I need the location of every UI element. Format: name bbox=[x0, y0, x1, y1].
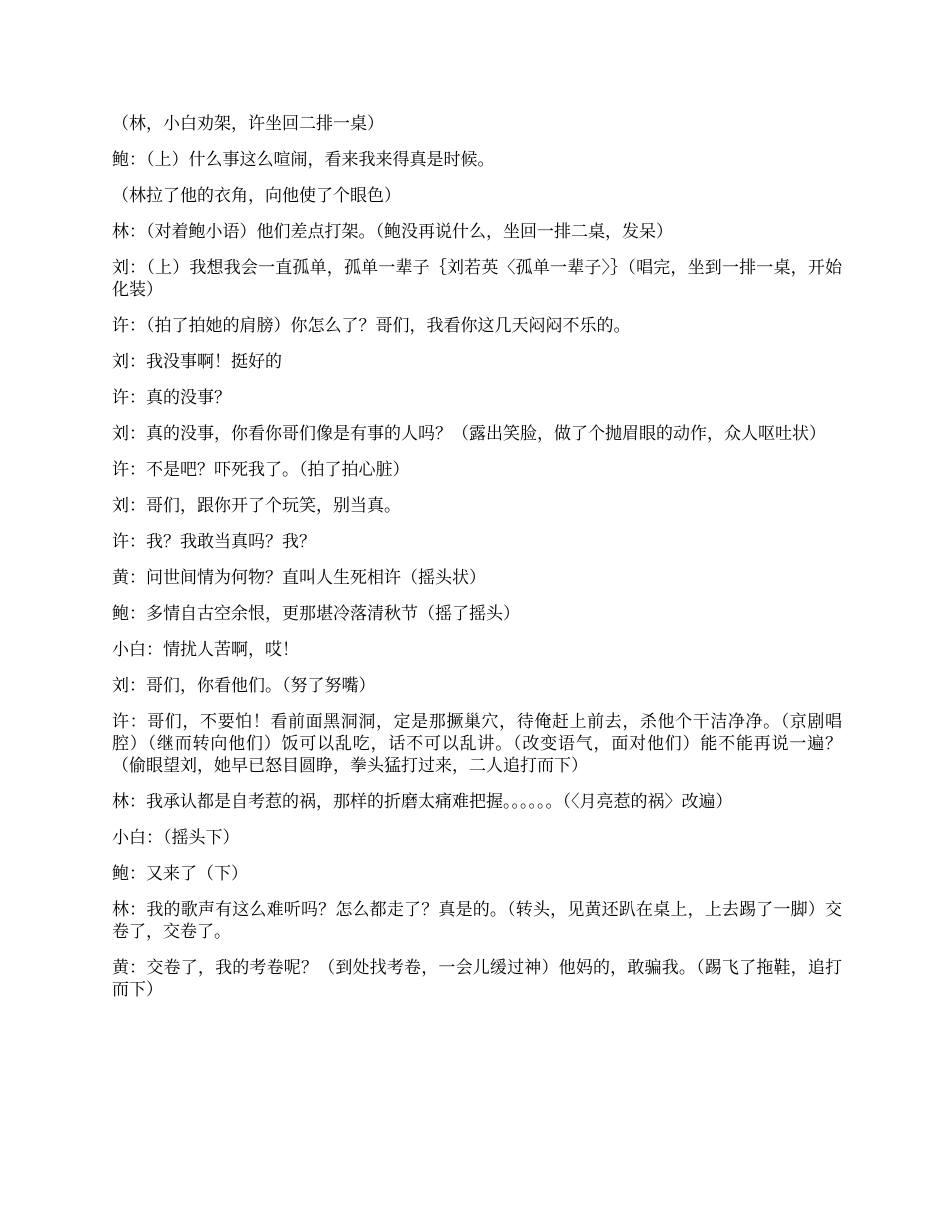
script-line: 刘：真的没事，你看你哥们像是有事的人吗？（露出笑脸，做了个抛眉眼的动作，众人呕吐状） bbox=[112, 424, 826, 444]
script-line: 黄：问世间情为何物？直叫人生死相许（摇头状） bbox=[112, 568, 486, 588]
script-line: （林，小白劝架，许坐回二排一桌） bbox=[112, 114, 384, 134]
script-line: 刘：（上）我想我会一直孤单，孤单一辈子｛刘若英〈孤单一辈子〉｝（唱完，坐到一排一桌，开始化装） bbox=[112, 258, 842, 300]
script-line: 鲍：又来了（下） bbox=[112, 864, 248, 884]
script-line: 鲍：多情自古空余恨，更那堪冷落清秋节（摇了摇头） bbox=[112, 604, 520, 624]
script-body bbox=[112, 113, 842, 1015]
script-line: 鲍：（上）什么事这么喧闹，看来我来得真是时候。 bbox=[112, 150, 495, 170]
script-line: 林：（对着鲍小语）他们差点打架。（鲍没再说什么，坐回一排二桌，发呆） bbox=[112, 222, 673, 242]
script-line: 林：我承认都是自考惹的祸，那样的折磨太痛难把握。。。。。。（〈月亮惹的祸〉改遍） bbox=[112, 792, 733, 812]
script-line: 刘：我没事啊！挺好的 bbox=[112, 352, 282, 372]
script-line: 许：（拍了拍她的肩膀）你怎么了？哥们，我看你这几天闷闷不乐的。 bbox=[112, 316, 631, 336]
script-line: 许：我？我敢当真吗？我？ bbox=[112, 532, 316, 552]
script-line: 林：我的歌声有这么难听吗？怎么都走了？真是的。（转头，见黄还趴在桌上，上去踢了一脚）交卷了，交卷了。 bbox=[112, 900, 842, 942]
script-line: （林拉了他的衣角，向他使了个眼色） bbox=[112, 186, 401, 206]
script-line: 许：真的没事？ bbox=[112, 388, 231, 408]
script-line: 许：不是吧？吓死我了。（拍了拍心脏） bbox=[112, 460, 410, 480]
script-line: 小白：情扰人苦啊，哎！ bbox=[112, 640, 299, 660]
script-line: 小白：（摇头下） bbox=[112, 828, 240, 848]
script-line: 黄：交卷了，我的考卷呢？（到处找考卷，一会儿缓过神）他妈的，敢骗我。（踢飞了拖鞋，追打而下） bbox=[112, 958, 842, 1000]
script-line: 许：哥们，不要怕！看前面黑洞洞，定是那撅巢穴，待俺赶上前去，杀他个干洁净净。（京剧唱腔）（继而转向他们）饭可以乱吃，话不可以乱讲。（改变语气，面对他们）能不能再说一遍？（偷眼望刘，她早已怒目圆睁，拳头猛打过来，二人追打而下） bbox=[112, 712, 842, 776]
script-line: 刘：哥们，跟你开了个玩笑，别当真。 bbox=[112, 496, 401, 516]
script-line: 刘：哥们，你看他们。（努了努嘴） bbox=[112, 676, 376, 696]
